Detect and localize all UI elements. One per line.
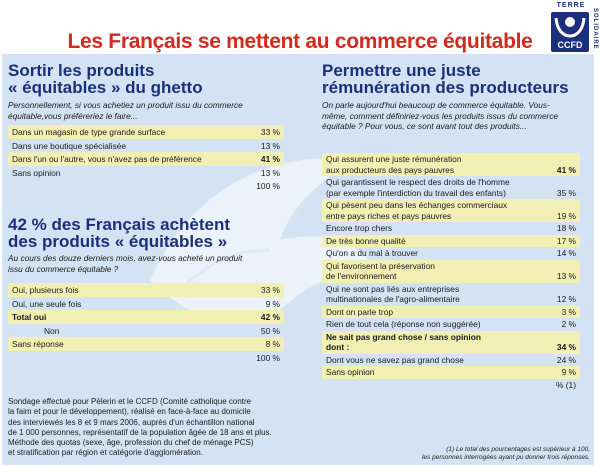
table-row	[322, 176, 580, 199]
section2-table	[8, 283, 284, 365]
section3-heading-line2: rémunération des producteurs	[322, 78, 569, 97]
page-title: Les Français se mettent au commerce équitable	[67, 30, 533, 53]
section3-heading-line1: Permettre une juste	[322, 61, 481, 80]
survey-source	[8, 397, 308, 459]
row-label: Dont vous ne savez pas grand chose	[326, 354, 464, 365]
row-value: 33 %	[260, 127, 280, 138]
row-value: 14 %	[556, 248, 576, 258]
row-value: 18 %	[556, 223, 576, 233]
section2-heading	[8, 216, 230, 250]
row-total: 100 %	[256, 353, 280, 364]
row-label: Ne sait pas grand chose / sans opinion dont :	[326, 331, 481, 352]
row-label: Sans opinion	[326, 367, 375, 377]
logo-name: CCFD	[557, 40, 583, 50]
row-value: 19 %	[556, 210, 576, 221]
percentage-note	[340, 446, 590, 462]
row-value: 9 %	[265, 298, 280, 309]
source-line: et stratification par région et catégorie d'agglomération.	[8, 448, 203, 458]
row-value: 3 %	[561, 306, 576, 317]
section2-question: Au cours des douze derniers mois, avez-vous acheté un produit issu du commerce équitable ?	[8, 253, 243, 274]
source-line: Sondage effectué pour Pèlerin et le CCFD (Comité catholique contre	[8, 397, 252, 406]
row-total: % (1)	[555, 379, 576, 390]
table-row	[322, 379, 580, 392]
table-row	[322, 153, 580, 176]
table-row	[322, 354, 580, 367]
section1-heading	[8, 62, 203, 96]
row-label: Sans opinion	[12, 167, 61, 178]
note-line: (1) Le total des pourcentages est supérieur à 100,	[446, 446, 590, 453]
row-value: 35 %	[556, 187, 576, 198]
logo-top-text: TERRE	[556, 2, 586, 9]
row-label: Total oui	[12, 312, 47, 323]
source-line: Méthode des quotas (sexe, âge, profession du chef de ménage PCS)	[8, 438, 254, 448]
table-row	[322, 331, 580, 354]
row-value: 42 %	[260, 312, 280, 323]
row-label: Encore trop chers	[326, 223, 393, 233]
table-row	[8, 324, 284, 338]
table-row	[322, 366, 580, 379]
section2-heading-line1: 42 % des Français achètent	[8, 215, 231, 234]
table-row	[322, 283, 580, 306]
table-row	[322, 199, 580, 222]
row-label: Rien de tout cela (réponse non suggérée)	[326, 319, 481, 329]
table-row	[8, 310, 284, 324]
table-row	[8, 125, 284, 139]
table-row	[322, 235, 580, 248]
logo-side-text: SOLIDAIRE	[592, 8, 598, 50]
row-value: 13 %	[260, 167, 280, 178]
row-value: 41 %	[556, 164, 576, 175]
row-value: 50 %	[260, 325, 280, 336]
row-value: 24 %	[556, 354, 576, 365]
row-label: Oui, une seule fois	[12, 298, 82, 309]
source-line: des interviewés les 8 et 9 mars 2006, auprès d'un échantillon national	[8, 417, 255, 427]
row-value: 17 %	[556, 235, 576, 246]
row-value: 33 %	[260, 285, 280, 296]
row-label: Non	[44, 325, 60, 336]
hands-icon	[551, 12, 589, 40]
row-value: 8 %	[265, 339, 280, 350]
section3-heading	[322, 62, 569, 96]
row-value: 41 %	[260, 154, 280, 165]
table-row	[8, 139, 284, 153]
table-row	[322, 247, 580, 260]
row-label: Qu'on a du mal à trouver	[326, 248, 418, 258]
table-row	[322, 318, 580, 331]
row-value: 9 %	[561, 367, 576, 377]
table-row	[8, 283, 284, 297]
row-label: Qui ne sont pas liés aux entreprises multinationales de l'agro-alimentaire	[326, 283, 460, 304]
section1-table	[8, 125, 284, 193]
table-row	[8, 337, 284, 351]
table-row	[8, 297, 284, 311]
row-value: 13 %	[260, 140, 280, 151]
row-label: Dans un magasin de type grande surface	[12, 127, 166, 138]
section3-question: On parle aujourd'hui beaucoup de commerce équitable. Vous-même, comment définiriez-vous les produits issus du commerce équitable ? Pour vous, ce sont avant tout des produits...	[322, 100, 559, 131]
source-line: la faim et pour le développement), réalisé en face-à-face au domicile	[8, 407, 251, 417]
row-value: 13 %	[556, 271, 576, 281]
row-label: Dans l'un ou l'autre, vous n'avez pas de préférence	[12, 154, 202, 165]
section3-table	[322, 153, 580, 391]
table-row	[322, 260, 580, 283]
row-label: Dont on parle trop	[326, 306, 394, 317]
section2-heading-line2: des produits « équitables »	[8, 232, 228, 251]
row-label: Oui, plusieurs fois	[12, 285, 79, 296]
table-row	[8, 152, 284, 166]
row-value: 12 %	[556, 294, 576, 304]
row-value: 34 %	[556, 342, 576, 352]
table-row	[8, 166, 284, 180]
table-row	[322, 306, 580, 319]
row-label: Sans réponse	[12, 339, 64, 350]
table-row	[8, 351, 284, 365]
section1-heading-line2: « équitables » du ghetto	[8, 78, 203, 97]
row-label: De très bonne qualité	[326, 235, 406, 246]
row-label: Dans une boutique spécialisée	[12, 140, 127, 151]
row-value: 2 %	[561, 319, 576, 329]
source-line: de 1 000 personnes, représentatif de la population âgée de 18 ans et plus.	[8, 427, 272, 437]
table-row	[322, 222, 580, 235]
ccfd-logo	[548, 2, 598, 62]
row-total: 100 %	[256, 181, 280, 192]
section1-question: Personnellement, si vous achetiez un produit issu du commerce équitable,vous préféreriez le faire...	[8, 100, 243, 121]
row-label: Qui favorisent la préservation de l'environnement	[326, 260, 435, 281]
table-row	[8, 179, 284, 193]
row-label: Qui pèsent peu dans les échanges commerciaux entre pays riches et pays pauvres	[326, 200, 508, 221]
row-label: Qui assurent une juste rémunération aux producteurs des pays pauvres	[326, 154, 462, 175]
note-line: les personnes interrogées ayant pu donner trois réponses.	[421, 454, 590, 461]
row-label: Qui garantissent le respect des droits de l'homme (par exemple l'interdiction du travail des enfants)	[326, 177, 510, 198]
section1-heading-line1: Sortir les produits	[8, 61, 155, 80]
